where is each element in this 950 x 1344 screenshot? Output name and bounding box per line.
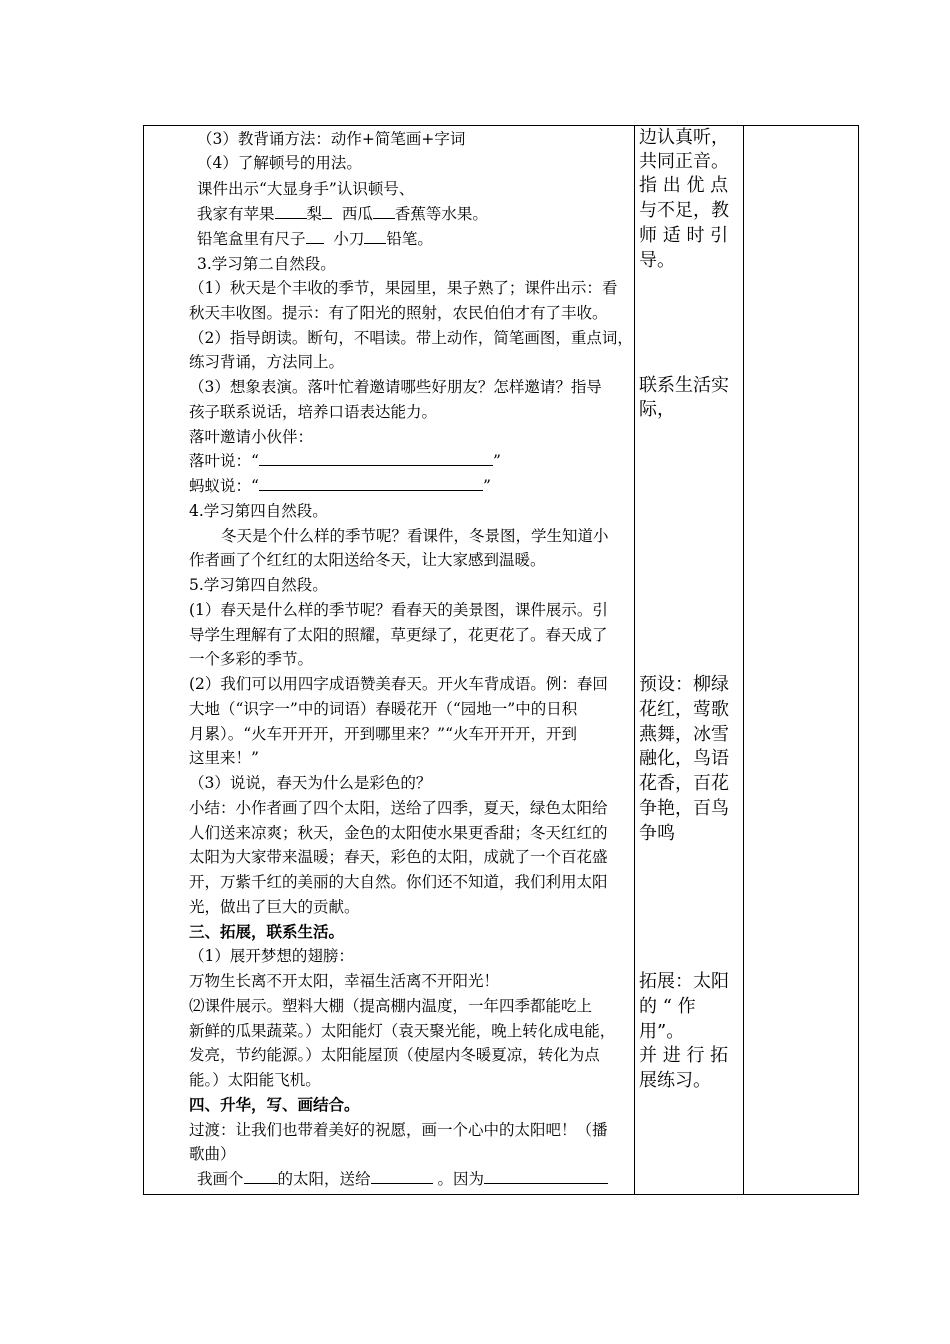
blank-field — [259, 476, 483, 491]
empty-cell — [744, 126, 859, 1195]
fill-blank-line — [197, 228, 433, 250]
text-segment: 我家有苹果 — [197, 205, 275, 223]
text-line: （3）说说，春天为什么是彩色的？ — [189, 774, 432, 792]
note-line: 共同正音。 — [639, 151, 729, 172]
blank-field — [306, 229, 324, 244]
text-line: 太阳为大家带来温暖；春天，彩色的太阳，成就了一个百花盛 — [189, 848, 608, 866]
text-line: 冬天是个什么样的季节呢？看课件，冬景图，学生知道小 — [221, 527, 609, 545]
blank-field — [373, 204, 395, 219]
text-line: 练习背诵，方法同上。 — [189, 353, 345, 371]
note-line: 燕舞，冰雪 — [639, 724, 729, 745]
text-line: （3）想象表演。落叶忙着邀请哪些好朋友？怎样邀请？指导 — [189, 378, 602, 396]
note-line: 导。 — [639, 250, 675, 271]
text-line: 落叶邀请小伙伴： — [189, 428, 314, 446]
note-line: 用”。 — [639, 1021, 685, 1042]
section-heading: 三、拓展，联系生活。 — [189, 922, 345, 941]
text-line: 歌曲） — [189, 1145, 236, 1163]
dialogue-line — [189, 450, 501, 472]
note-line: 争艳，百鸟 — [639, 798, 729, 819]
text-segment: ” — [482, 477, 491, 495]
dialogue-line — [189, 475, 491, 497]
text-segment: 我画个 — [197, 1170, 244, 1188]
text-segment: ” — [492, 452, 501, 470]
note-line: 花香，百花 — [639, 773, 729, 794]
text-line: 万物生长离不开太阳，幸福生活离不开阳光！ — [189, 972, 500, 990]
note-line: 指 出 优 点 — [639, 175, 729, 196]
text-line: 一个多彩的季节。 — [189, 650, 314, 668]
text-line: 这里来！” — [189, 749, 259, 767]
text-line: (2）我们可以用四字成语赞美春天。开火车背成语。例：春回 — [189, 675, 608, 693]
note-line: 与不足，教 — [639, 200, 729, 221]
text-line: 过渡：让我们也带着美好的祝愿，画一个心中的太阳吧！（播 — [189, 1121, 608, 1139]
teacher-notes-content — [635, 126, 743, 1194]
text-segment: 。因为 — [437, 1170, 484, 1188]
text-line: （1）展开梦想的翅膀： — [189, 947, 354, 965]
text-line: 开，万紫千红的美丽的大自然。你们还不知道，我们利用太阳 — [189, 873, 608, 891]
lesson-plan-table — [143, 125, 859, 1195]
text-segment: 铅笔盒里有尺子 — [197, 230, 306, 248]
note-line: 联系生活实 — [639, 375, 729, 396]
text-line: 孩子联系说话，培养口语表达能力。 — [189, 403, 438, 421]
note-line: 拓展：太阳 — [639, 971, 729, 992]
text-segment: 的太阳，送给 — [277, 1170, 371, 1188]
text-line: 人们送来凉爽；秋天，金色的太阳使水果更香甜；冬天红红的 — [189, 824, 608, 842]
text-line: (1）春天是什么样的季节呢？看春天的美景图，课件展示。引 — [189, 601, 608, 619]
text-line: （3）教背诵方法：动作+简笔画+字词 — [197, 130, 466, 148]
text-segment: 西瓜 — [341, 205, 373, 223]
text-line: 大地（“识字一”中的词语）春暖花开（“园地一”中的日积 — [189, 700, 578, 718]
text-line: 作者画了个红红的太阳送给冬天，让大家感到温暖。 — [189, 551, 546, 569]
note-line: 预设：柳绿 — [639, 674, 729, 695]
note-line: 际， — [639, 399, 675, 420]
text-line: 导学生理解有了太阳的照耀，草更绿了，花更花了。春天成了 — [189, 626, 608, 644]
note-line: 展练习。 — [639, 1070, 711, 1091]
text-line: 3.学习第二自然段。 — [197, 255, 336, 273]
teacher-notes-cell — [635, 126, 744, 1195]
text-segment: 小刀 — [333, 230, 365, 248]
text-line: ⑵课件展示。塑料大棚（提高棚内温度，一年四季都能吃上 — [189, 997, 593, 1015]
text-line: 小结：小作者画了四个太阳，送给了四季，夏天，绿色太阳给 — [189, 799, 608, 817]
blank-field — [364, 229, 386, 244]
text-line: 课件出示“大显身手”认识顿号、 — [197, 180, 415, 198]
note-line: 的 “ 作 — [639, 996, 696, 1017]
text-segment: 香蕉等水果。 — [394, 205, 488, 223]
note-line: 花红，莺歌 — [639, 699, 729, 720]
table-row — [144, 126, 859, 1195]
text-segment: 梨 — [306, 205, 323, 223]
text-line: 5.学习第四自然段。 — [189, 576, 328, 594]
blank-field — [371, 1169, 433, 1184]
teaching-process-cell — [144, 126, 635, 1195]
teaching-process-content — [144, 126, 634, 1194]
text-line: 月累）。“火车开开开，开到哪里来？”“火车开开开，开到 — [189, 725, 578, 743]
text-segment: 蚂蚁说：“ — [189, 477, 259, 495]
fill-blank-line — [197, 203, 488, 225]
note-line: 边认真听， — [639, 127, 729, 148]
note-line: 融化，鸟语 — [639, 748, 729, 769]
note-line: 并 进 行 拓 — [639, 1045, 729, 1066]
text-line: 光，做出了巨大的贡献。 — [189, 898, 360, 916]
text-line: （2）指导朗读。断句，不唱读。带上动作，简笔画图，重点词， — [189, 329, 633, 347]
blank-field — [244, 1169, 278, 1184]
text-line: 4.学习第四自然段。 — [189, 502, 328, 520]
fill-blank-line — [197, 1168, 608, 1190]
blank-field — [484, 1169, 608, 1184]
blank-field — [322, 204, 332, 219]
text-line: 新鲜的瓜果蔬菜。）太阳能灯（袁天聚光能，晚上转化成电能， — [189, 1022, 616, 1040]
text-line: 能。）太阳能飞机。 — [189, 1071, 321, 1089]
text-segment: 落叶说：“ — [189, 452, 259, 470]
note-line: 师 适 时 引 — [639, 225, 729, 246]
blank-field — [259, 451, 493, 466]
text-segment: 铅笔。 — [386, 230, 433, 248]
text-line: （4）了解顿号的用法。 — [197, 154, 362, 172]
text-line: （1）秋天是个丰收的季节，果园里，果子熟了；课件出示：看 — [189, 279, 618, 297]
blank-field — [275, 204, 307, 219]
text-line: 发亮，节约能源。）太阳能屋顶（使屋内冬暖夏凉，转化为点 — [189, 1046, 600, 1064]
note-line: 争鸣 — [639, 823, 675, 844]
text-line: 秋天丰收图。提示：有了阳光的照射，农民伯伯才有了丰收。 — [189, 304, 608, 322]
section-heading: 四、升华，写、画结合。 — [189, 1095, 360, 1114]
